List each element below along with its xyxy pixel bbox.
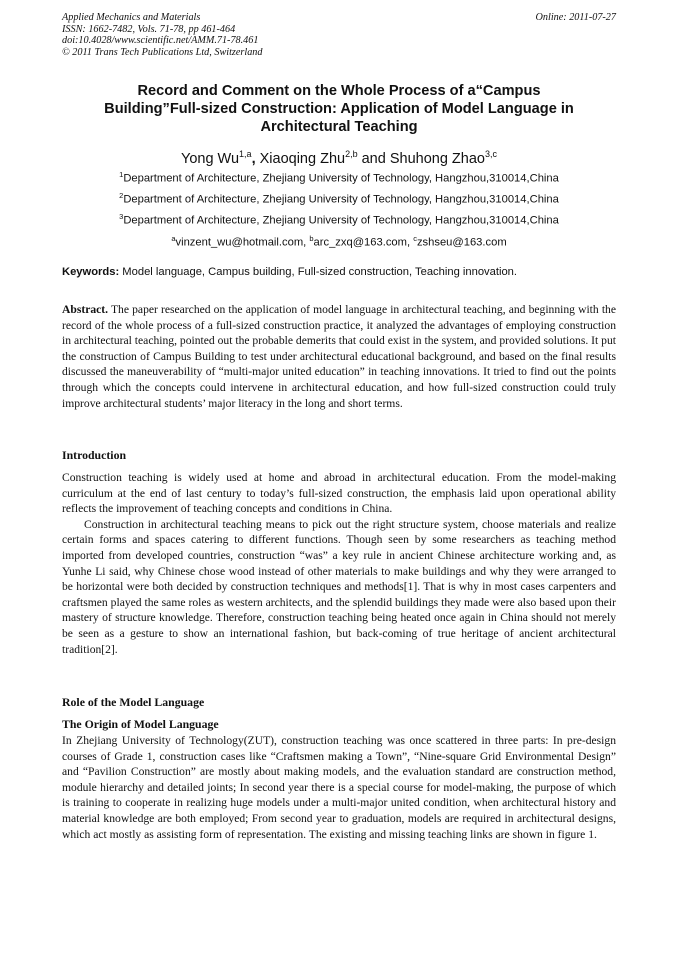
issn-line: ISSN: 1662-7482, Vols. 71-78, pp 461-464: [62, 23, 236, 35]
author-3-sup: 3,c: [484, 149, 497, 159]
abstract-label: Abstract.: [62, 303, 109, 316]
abstract: [62, 302, 616, 411]
introduction-paragraph-1: Construction teaching is widely used at home and abroad in architectural education. From the model-making curriculum at the end of last century to today’s full-sized construction, the emphasis laid upon operational ability reflects the improvement of teaching concepts and conditions in China.: [62, 471, 616, 516]
journal-name: Applied Mechanics and Materials: [62, 12, 201, 23]
affiliation-1-sup: 1: [119, 170, 124, 179]
keywords-label: Keywords:: [62, 266, 120, 278]
email-c-sup: c: [413, 234, 417, 243]
author-and: and: [357, 150, 390, 167]
keywords-text: Model language, Campus building, Full-sized construction, Teaching innovation.: [119, 266, 518, 278]
title-line-3: Architectural Teaching: [260, 119, 418, 135]
affiliation-2-sup: 2: [119, 191, 124, 200]
email-line: [62, 232, 616, 250]
online-date: Online: 2011-07-27: [535, 12, 616, 23]
role-heading: Role of the Model Language: [62, 695, 205, 709]
author-list: [62, 145, 616, 168]
email-b-sup: b: [309, 234, 314, 243]
email-b: arc_zxq@163.com,: [313, 236, 414, 249]
affiliation-2: [62, 189, 616, 207]
abstract-text: The paper researched on the application of model language in architectural teaching, and beginning with the record of the whole process of a full-sized construction practice, it analyzed the advantages of employing construction in architectural teaching, pointed out the probable demerits that could exist in the system, and provided solutions. It put the construction of Campus Building to test under architectural educational background, and based on the final results discussed the maneuverability of “multi-major united education” in teaching innovations. It tried to find out the points through which the concepts could intervene in architectural education, and how full-sized construction could truly improve architectural students’ major literacy in the long and short terms.: [62, 303, 616, 410]
origin-subheading: The Origin of Model Language: [62, 717, 219, 731]
introduction-heading: Introduction: [62, 448, 127, 462]
role-paragraph-1: In Zhejiang University of Technology(ZUT), construction teaching was once scattered in three parts: In pre-design courses of Grade 1, construction cases like “Craftsmen making a Town”, “Nine-square Grid Environmental Design” and “Pavilion Construction” are mostly about making models, and the evaluation standard are construction method, module hierarchy and detailed joints; In second year there is a special course for model-making, the purpose of which is training to cooperate in realizing huge models under a multi-major united condition, when architectural history and material knowledge are both employed; From second year to graduation, models are required in architectural designs, which act mostly as assisting form of representation. The existing and missing teaching links are shown in figure 1.: [62, 734, 616, 841]
copyright-line: © 2011 Trans Tech Publications Ltd, Switzerland: [62, 46, 263, 58]
author-separator: ,: [251, 150, 260, 167]
author-2-sup: 2,b: [345, 149, 358, 159]
journal-header: [62, 12, 616, 58]
doi-line: doi:10.4028/www.scientific.net/AMM.71-78.461: [62, 35, 259, 47]
author-1-name: Yong Wu: [180, 150, 240, 167]
affiliation-1-text: Department of Architecture, Zhejiang University of Technology, Hangzhou,310014,China: [123, 172, 559, 185]
keywords: [62, 265, 616, 279]
paper-title: [70, 82, 608, 136]
affiliation-3-sup: 3: [119, 212, 124, 221]
author-3-name: Shuhong Zhao: [389, 150, 485, 167]
affiliation-1: [62, 168, 616, 186]
email-a: vinzent_wu@hotmail.com,: [175, 236, 310, 249]
email-a-sup: a: [171, 234, 176, 243]
abstract-paragraph: [62, 302, 616, 411]
introduction-body: [62, 470, 616, 657]
author-1-sup: 1,a: [239, 149, 252, 159]
affiliation-3: [62, 210, 616, 228]
affiliation-3-text: Department of Architecture, Zhejiang University of Technology, Hangzhou,310014,China: [123, 214, 559, 227]
introduction-paragraph-2: Construction in architectural teaching means to pick out the right structure system, choose materials and realize certain forms and spaces catering to different functions. Though seen by some researchers as teaching method imported from developed countries, construction “was” a key rule in ancient Chinese architecture working and, as Yunhe Li said, why Chinese chose wood instead of other materials to make buildings and why they were arranged to be horizontal were both decided by construction techniques and methods[1]. That is why in most cases carpenters and craftsmen played the same roles as western architects, and the splendid buildings they made were also based upon their mastery of structure knowledge. Therefore, construction teaching being heated once again in China should not merely be seen as a gesture to show an international fashion, but back-coming of true heritage of ancient architectural tradition[2].: [62, 517, 616, 656]
title-line-2: Building”Full-sized Construction: Application of Model Language in: [104, 101, 574, 117]
affiliation-2-text: Department of Architecture, Zhejiang University of Technology, Hangzhou,310014,China: [123, 193, 559, 206]
email-c: zshseu@163.com: [416, 236, 507, 249]
title-line-1: Record and Comment on the Whole Process of a“Campus: [137, 83, 541, 99]
role-body: [62, 733, 616, 842]
author-2-name: Xiaoqing Zhu: [259, 150, 346, 167]
